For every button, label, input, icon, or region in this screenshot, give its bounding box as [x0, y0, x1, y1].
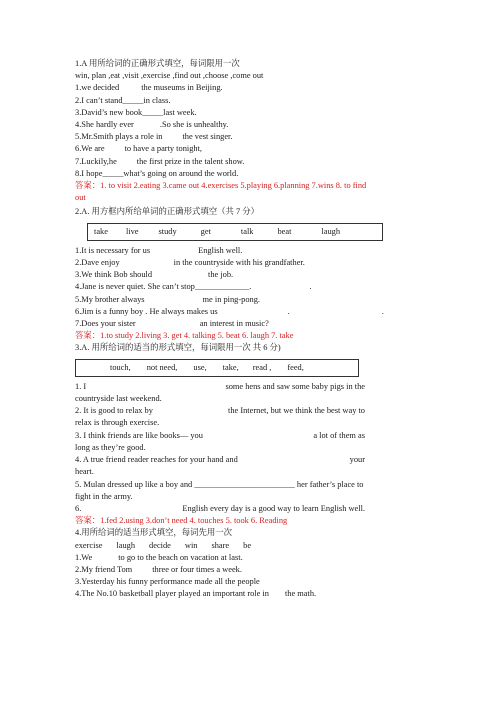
s2-q2: 2.Dave enjoy in the countryside with his grandfather. [75, 258, 305, 268]
s1-q3: 3.David’s new book_____last week. [75, 107, 197, 117]
s1-q6: 6.We are to have a party tonight, [75, 144, 203, 154]
word-box-item: beat [277, 226, 292, 236]
s1-q1: 1.we decided the museums in Beijing. [75, 83, 223, 93]
s3-q5-cont: fight in the army. [75, 491, 133, 501]
s4-q1: 1.We to go to the beach on vacation at last. [75, 552, 243, 562]
s3-q3-cont: long as they’re good. [75, 442, 146, 452]
s2-q4: 4.Jane is never quiet. She can’t stop_____________. . [75, 282, 312, 292]
word-box-item: touch, [110, 362, 131, 372]
s3-q1: 1. I some hens and saw some baby pigs in the [75, 381, 365, 391]
s1-q7: 7.Luckily,he the first prize in the talent show. [75, 156, 245, 166]
word-box-item: laugh [321, 226, 341, 236]
section2-word-box [87, 223, 383, 241]
s3-answer: 答案：1.fed 2.using 3.don’t need 4. touches 5. took 6. Reading [75, 516, 288, 526]
s1-q2: 2.I can’t stand_____in class. [75, 95, 171, 105]
s1-answer: 答案：1. to visit 2.eating 3.came out 4.exercises 5.playing 6.planning 7.wins 8. to find [75, 181, 367, 191]
s2-q7: 7.Does your sister an interest in music? [75, 319, 269, 329]
s1-q5: 5.Mr.Smith plays a role in the vest singer. [75, 132, 233, 142]
word-box-item: take, [222, 362, 239, 372]
word-box-item: take [94, 226, 108, 236]
s3-q6: 6. English every day is a good way to learn English well. [75, 503, 365, 513]
s1-q8: 8.I hope_____what’s going on around the world. [75, 168, 239, 178]
section3-title: 3.A. 用所给词的适当的形式填空，每词限用一次 共 6 分) [75, 343, 281, 353]
s3-q4-cont: heart. [75, 467, 94, 477]
s3-q4: 4. A true friend reader reaches for your hand and your [75, 455, 365, 465]
section4-word-list: exercise laugh decide win share be [75, 540, 252, 550]
s2-q5: 5.My brother always me in ping-pong. [75, 294, 261, 304]
s2-q6: 6.Jim is a funny boy . He always makes us . . [75, 306, 384, 316]
s2-q3: 3.We think Bob should the job. [75, 270, 234, 280]
s4-q2: 2.My friend Tom three or four times a week. [75, 564, 242, 574]
word-box-item: live [125, 226, 139, 236]
s4-q3: 3.Yesterday his funny performance made all the people [75, 577, 260, 587]
s3-q3: 3. I think friends are like books— you a lot of them as [75, 430, 365, 440]
word-box-item: talk [240, 226, 254, 236]
word-box-item: get [200, 226, 211, 236]
word-box-item: feed, [287, 362, 304, 372]
s2-q1: 1.It is necessary for us English well. [75, 245, 243, 255]
s2-answer: 答案：1.to study 2.living 3. get 4. talking 5. beat 6. laugh 7. take [75, 331, 294, 341]
word-box-item: study [158, 226, 177, 236]
section1-word-list: win, plan ,eat ,visit ,exercise ,find out ,choose ,come out [75, 71, 264, 81]
s3-q5: 5. Mulan dressed up like a boy and ________________________ her father’s place to [75, 479, 364, 489]
word-box-item: use, [193, 362, 207, 372]
s1-answer-cont: out [75, 193, 86, 203]
section3-word-box [75, 359, 359, 377]
worksheet [75, 58, 384, 601]
section4-title: 4.用所给词的适当形式填空，每词先用一次 [75, 528, 233, 538]
s4-q4: 4.The No.10 basketball player played an important role in the math. [75, 589, 317, 599]
s3-q2-cont: relax is through exercise. [75, 418, 160, 428]
s3-q1-cont: countryside last weekend. [75, 394, 162, 404]
word-box-item: not need, [146, 362, 178, 372]
section1-title: 1.A 用所给词的正确形式填空，每词限用一次 [75, 59, 240, 68]
s3-q2: 2. It is good to relax by the Internet, but we think the best way to [75, 406, 365, 416]
s1-q4: 4.She hardly ever .So she is unhealthy. [75, 120, 229, 130]
word-box-item: read , [252, 362, 272, 372]
section2-title: 2.A. 用方框内所给单词的正确形式填空（共 7 分） [75, 207, 260, 217]
